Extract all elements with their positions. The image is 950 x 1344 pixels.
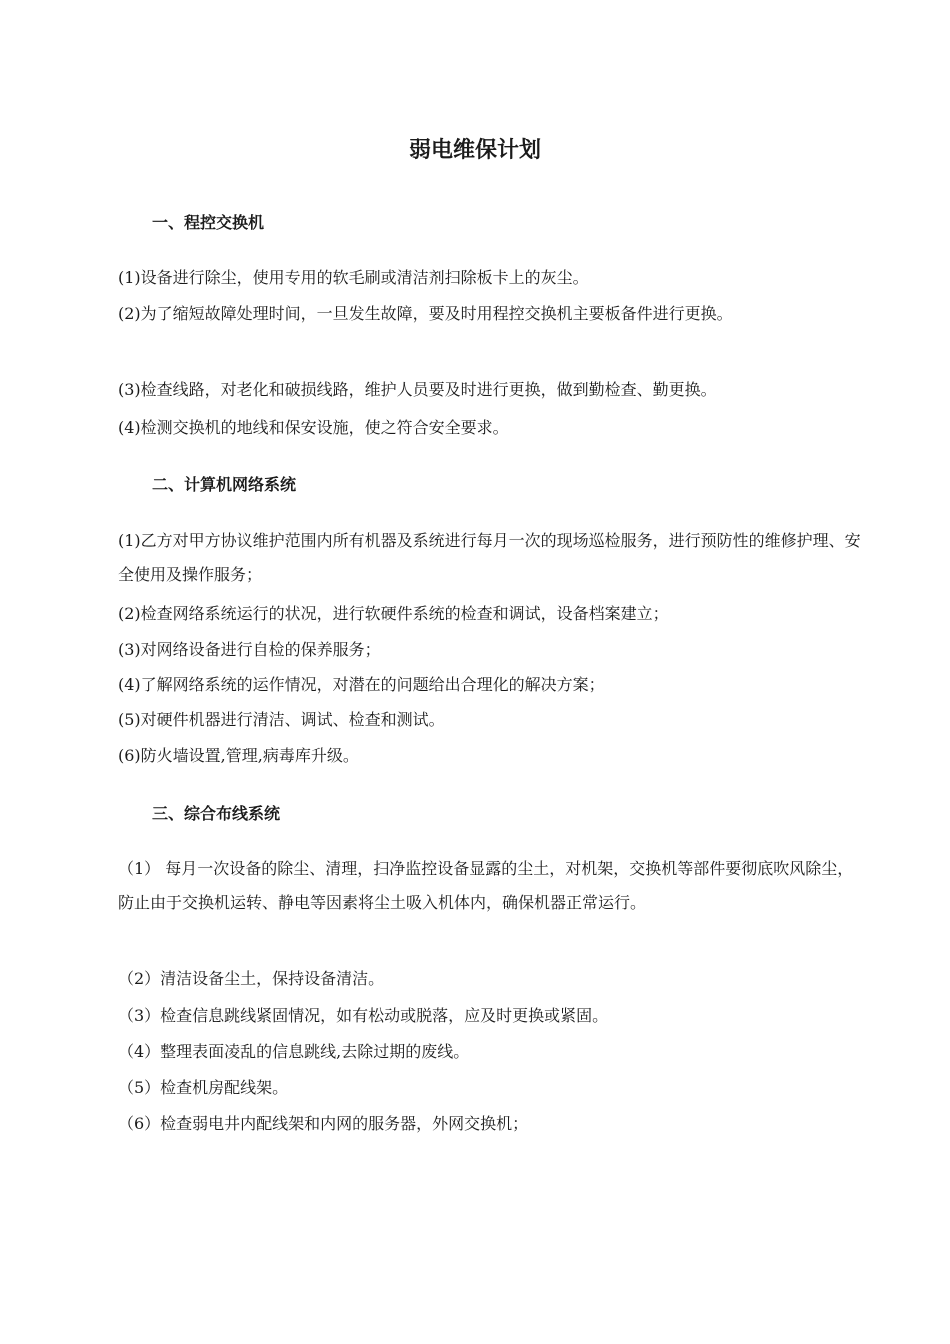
pbx-item-3: (3)检查线路，对老化和破损线路，维护人员要及时进行更换，做到勤检查、勤更换。 xyxy=(118,380,717,399)
pbx-item-1: (1)设备进行除尘，使用专用的软毛刷或清洁剂扫除板卡上的灰尘。 xyxy=(118,268,589,287)
network-item-4: (4)了解网络系统的运作情况，对潜在的问题给出合理化的解决方案； xyxy=(118,675,605,694)
pbx-item-2: (2)为了缩短故障处理时间，一旦发生故障，要及时用程控交换机主要板备件进行更换。 xyxy=(118,304,733,323)
section-heading-cabling: 三、综合布线系统 xyxy=(152,804,281,823)
network-item-1: (1)乙方对甲方协议维护范围内所有机器及系统进行每月一次的现场巡检服务，进行预防性的维修护理、安全使用及操作服务； xyxy=(118,531,861,584)
network-item-5: (5)对硬件机器进行清洁、调试、检查和测试。 xyxy=(118,710,445,729)
cabling-item-6: （6）检查弱电井内配线架和内网的服务器，外网交换机； xyxy=(118,1114,529,1133)
section-heading-pbx: 一、程控交换机 xyxy=(152,213,265,232)
cabling-item-1: （1） 每月一次设备的除尘、清理，扫净监控设备显露的尘土，对机架，交换机等部件要彻底吹风除尘，防止由于交换机运转、静电等因素将尘土吸入机体内，确保机器正常运行。 xyxy=(118,859,854,912)
network-item-2: (2)检查网络系统运行的状况，进行软硬件系统的检查和调试，设备档案建立； xyxy=(118,604,669,623)
cabling-item-4: （4）整理表面凌乱的信息跳线,去除过期的废线。 xyxy=(118,1042,470,1061)
network-item-3: (3)对网络设备进行自检的保养服务； xyxy=(118,640,381,659)
pbx-item-4: (4)检测交换机的地线和保安设施，使之符合安全要求。 xyxy=(118,418,509,437)
cabling-item-2: （2）清洁设备尘土，保持设备清洁。 xyxy=(118,969,385,988)
cabling-item-5: （5）检查机房配线架。 xyxy=(118,1078,289,1097)
cabling-item-3: （3）检查信息跳线紧固情况，如有松动或脱落，应及时更换或紧固。 xyxy=(118,1006,609,1025)
network-item-6: (6)防火墙设置,管理,病毒库升级。 xyxy=(118,746,359,765)
section-heading-network: 二、计算机网络系统 xyxy=(152,475,297,494)
document-title: 弱电维保计划 xyxy=(408,138,541,163)
